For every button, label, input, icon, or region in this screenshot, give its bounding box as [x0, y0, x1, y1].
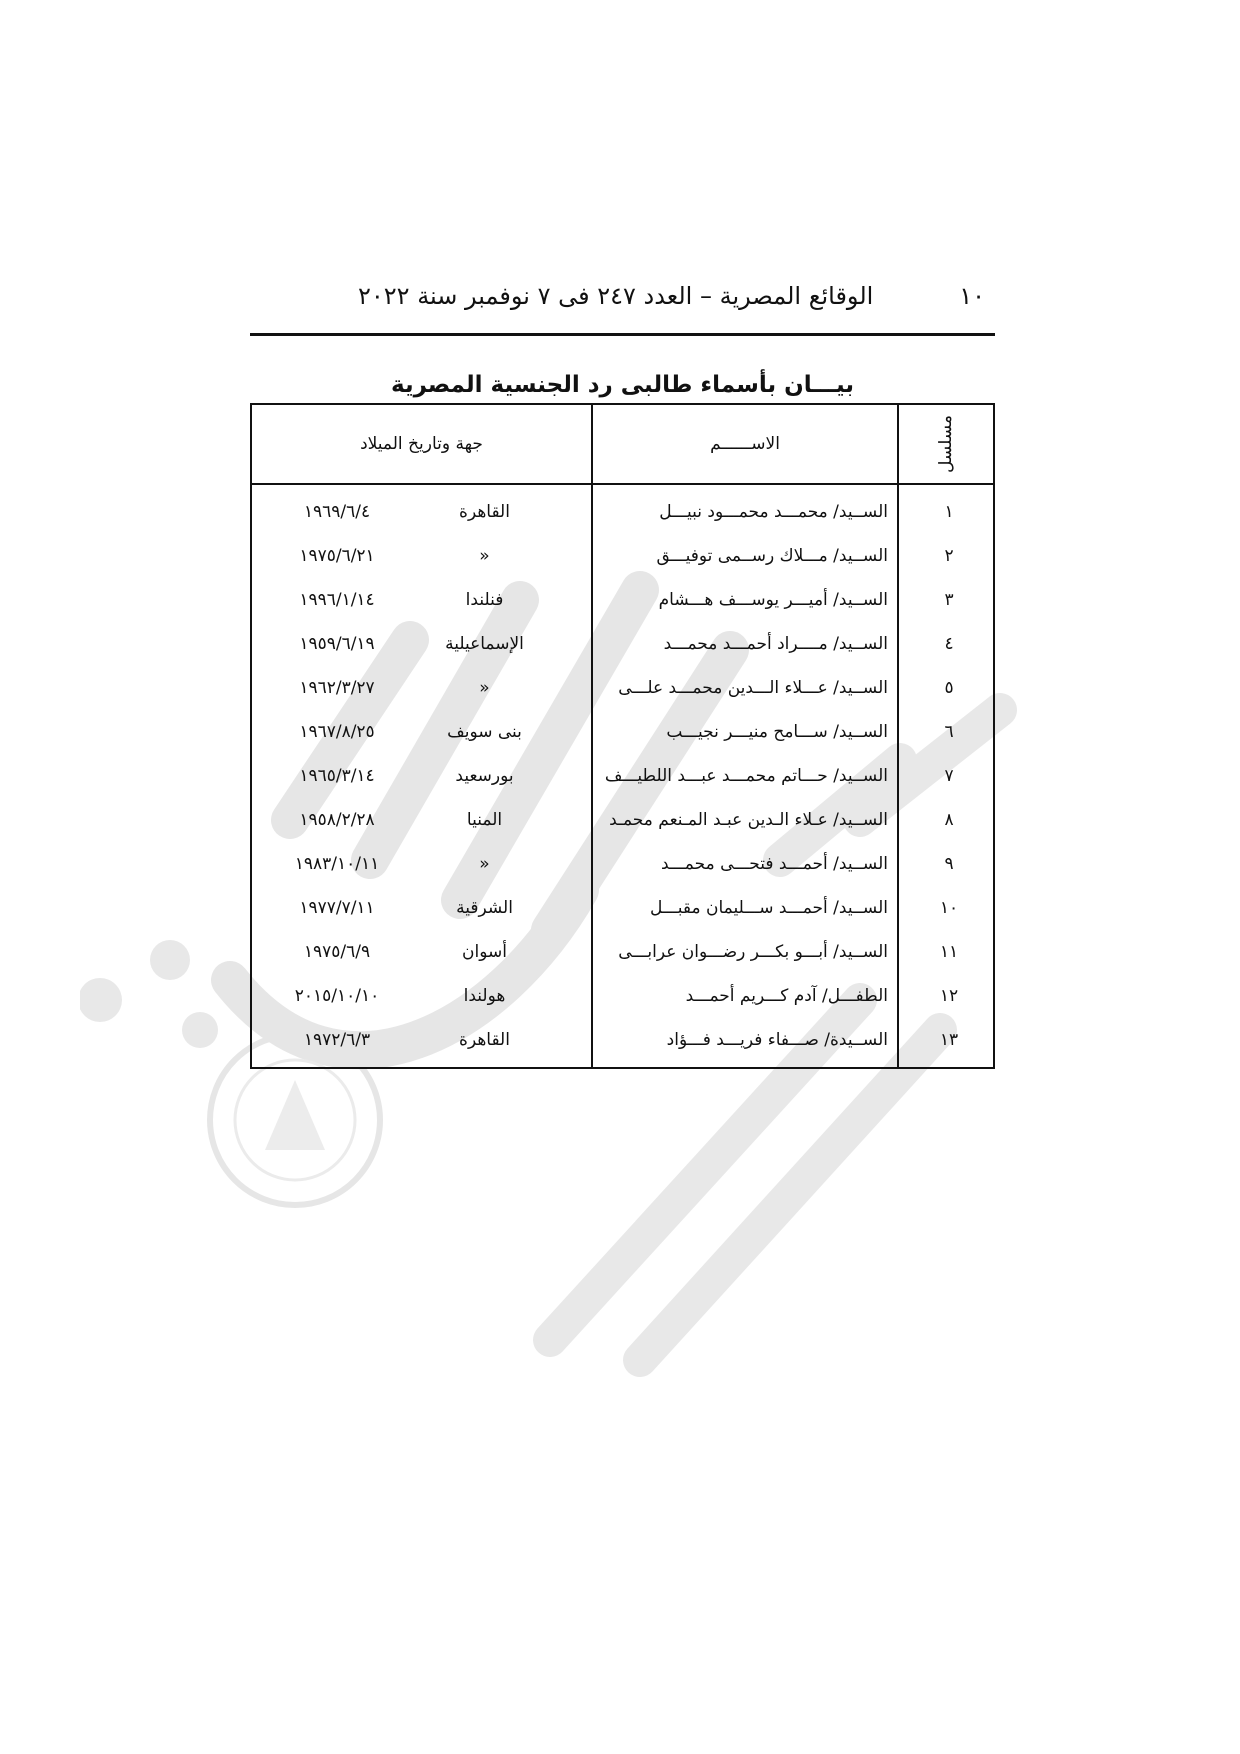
table-row [252, 1018, 993, 1062]
serial-cell: ٧ [944, 766, 954, 786]
serial-cell: ٢ [944, 546, 954, 566]
header-birth: جهة وتاريخ الميلاد [360, 434, 483, 454]
serial-cell: ١٣ [939, 1030, 959, 1050]
table-row [252, 974, 993, 1018]
name-cell: الســيد/ مـــلاك رســمى توفيـــق [656, 546, 888, 566]
table-row [252, 534, 993, 578]
table-row [252, 622, 993, 666]
table-row [252, 578, 993, 622]
serial-cell: ٨ [944, 810, 954, 830]
page-header [250, 282, 995, 316]
serial-cell: ٣ [944, 590, 954, 610]
name-cell: الســيد/ أميـــر يوســـف هـــشام [658, 590, 888, 610]
serial-cell: ٩ [944, 854, 954, 874]
serial-cell: ٤ [944, 634, 954, 654]
header-rule-line [252, 483, 993, 485]
name-cell: الســيد/ أحمـــد ســـليمان مقبـــل [649, 898, 888, 918]
birthdate-cell: ١٩٥٨/٢/٢٨ [299, 810, 375, 830]
birthdate-cell: ١٩٧٥/٦/٢١ [299, 546, 375, 566]
birthplace-cell: فنلندا [465, 590, 504, 610]
table-row [252, 710, 993, 754]
name-cell: الســيدة/ صـــفاء فريـــد فـــؤاد [666, 1030, 888, 1050]
birthplace-cell: بورسعيد [455, 766, 514, 786]
header-name-cell [593, 405, 897, 483]
birthdate-cell: ١٩٦٩/٦/٤ [303, 502, 371, 522]
header-serial-cell [899, 405, 993, 483]
birthdate-cell: ١٩٥٩/٦/١٩ [299, 634, 375, 654]
birthplace-cell: القاهرة [459, 1030, 510, 1050]
name-cell: الســيد/ ســـامح منيـــر نجيـــب [666, 722, 888, 742]
header-serial: مسلسل [936, 415, 956, 473]
birthdate-cell: ١٩٧٢/٦/٣ [303, 1030, 371, 1050]
name-cell: الســيد/ حـــاتم محمـــد عبـــد اللطيـــف [604, 766, 888, 786]
serial-cell: ٦ [944, 722, 954, 742]
birthdate-cell: ١٩٦٥/٣/١٤ [299, 766, 375, 786]
name-cell: الســيد/ مــــراد أحمـــد محمـــد [663, 634, 888, 654]
birthplace-cell: الشرقية [456, 898, 513, 918]
name-cell: الســيد/ محمـــد محمـــود نبيـــل [659, 502, 888, 522]
birthplace-cell: المنيا [466, 810, 503, 830]
name-cell: الطفـــل/ آدم كـــريم أحمـــد [685, 986, 888, 1006]
page-number: ١٠ [959, 282, 985, 310]
birthplace-cell: الإسماعيلية [445, 634, 524, 654]
birthplace-cell: « [479, 678, 490, 698]
serial-cell: ١١ [939, 942, 959, 962]
birthplace-cell: هولندا [463, 986, 506, 1006]
applicants-table [250, 403, 995, 1069]
table-row [252, 754, 993, 798]
birthplace-cell: بنى سويف [447, 722, 522, 742]
birthplace-cell: أسوان [462, 942, 507, 962]
serial-cell: ١٠ [939, 898, 959, 918]
table-row [252, 886, 993, 930]
birthdate-cell: ١٩٩٦/١/١٤ [299, 590, 375, 610]
table-row [252, 490, 993, 534]
name-cell: الســيد/ عـلاء الـدين عبـد المـنعم محمـد [609, 810, 888, 830]
birthdate-cell: ١٩٦٧/٨/٢٥ [299, 722, 375, 742]
birthplace-cell: « [479, 854, 490, 874]
serial-cell: ٥ [944, 678, 954, 698]
birthdate-cell: ١٩٨٣/١٠/١١ [294, 854, 380, 874]
table-row [252, 798, 993, 842]
running-title: الوقائع المصرية – العدد ٢٤٧ فى ٧ نوفمبر سنة ٢٠٢٢ [358, 282, 874, 310]
serial-cell: ١ [944, 502, 954, 522]
birthplace-cell: « [479, 546, 490, 566]
name-cell: الســيد/ عـــلاء الـــدين محمـــد علـــى [618, 678, 888, 698]
table-row [252, 666, 993, 710]
birthdate-cell: ١٩٦٢/٣/٢٧ [299, 678, 375, 698]
birthdate-cell: ١٩٧٥/٦/٩ [303, 942, 371, 962]
header-rule [250, 333, 995, 336]
birthdate-cell: ٢٠١٥/١٠/١٠ [294, 986, 380, 1006]
header-name: الاســــــم [710, 434, 780, 454]
serial-cell: ١٢ [939, 986, 959, 1006]
header-birth-cell [252, 405, 591, 483]
birthplace-cell: القاهرة [459, 502, 510, 522]
document-title: بيـــان بأسماء طالبى رد الجنسية المصرية [391, 372, 854, 398]
name-cell: الســيد/ أبـــو بكـــر رضـــوان عرابـــى [618, 942, 888, 962]
table-row [252, 930, 993, 974]
table-row [252, 842, 993, 886]
name-cell: الســيد/ أحمـــد فتحـــى محمـــد [660, 854, 888, 874]
birthdate-cell: ١٩٧٧/٧/١١ [299, 898, 375, 918]
